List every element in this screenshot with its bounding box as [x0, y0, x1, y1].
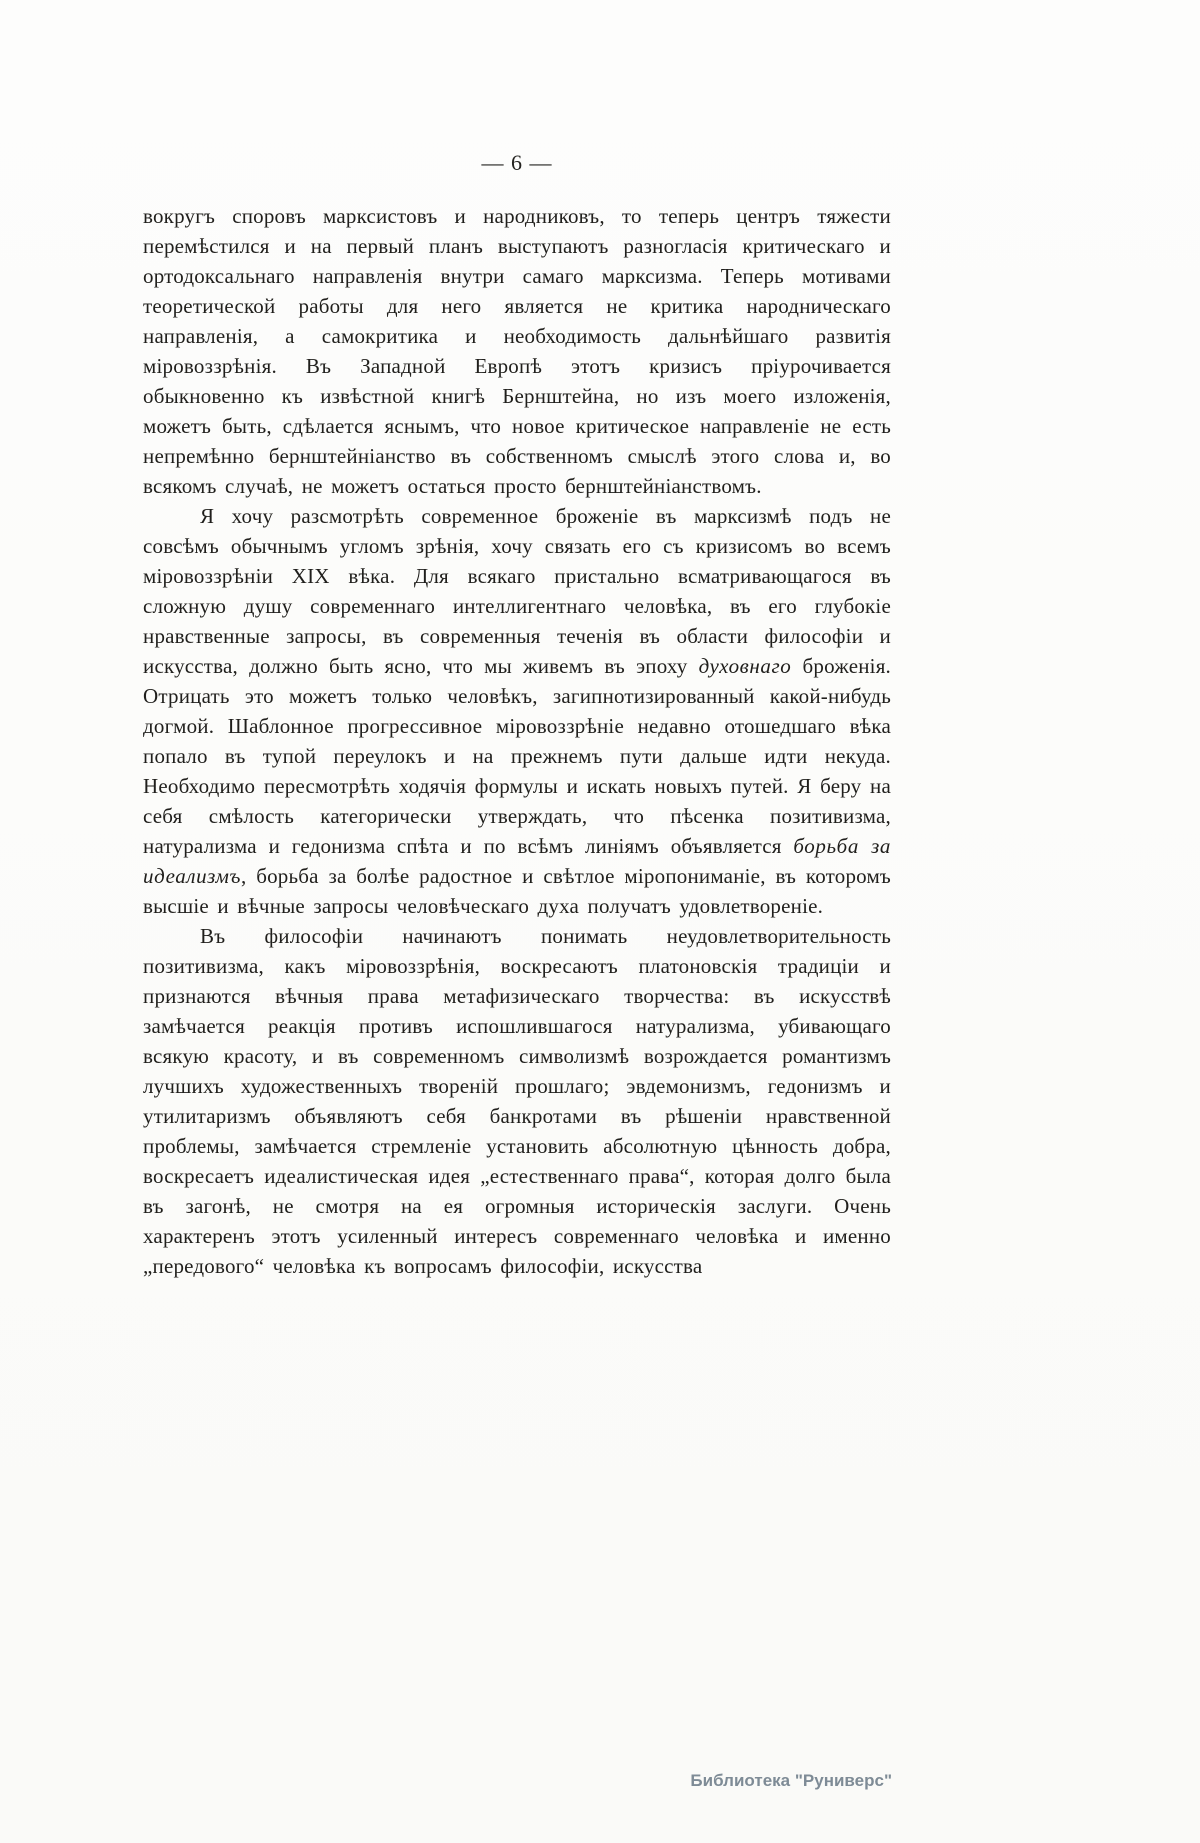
- body-text: броженія. Отрицать это можетъ только человѣкъ, загипнотизированный какой-нибудь догмой. Шаблонное прогрессивное міровоззрѣніе недавно отошедшаго вѣка попало въ тупой переулокъ и на прежнемъ пути дальше идти некуда. Необходимо пересмотрѣть ходячія формулы и искать новыхъ путей. Я беру на себя смѣлость категорически утверждать, что пѣсенка позитивизма, натурализма и гедонизма спѣта и по всѣмъ линіямъ объявляется: [143, 654, 892, 858]
- library-watermark: Библиотека "Руниверс": [690, 1771, 892, 1790]
- page-number: — 6 —: [481, 150, 553, 175]
- body-text: Я хочу разсмотрѣть современное броженіе въ марксизмѣ подъ не совсѣмъ обычнымъ угломъ зрѣнія, хочу связать его съ кризисомъ во всемъ міровоззрѣніи XIX вѣка. Для всякаго пристально всматривающагося въ сложную душу современнаго интеллигентнаго человѣка, въ его глубокіе нравственные запросы, въ современныя теченія въ области философіи и искусства, должно быть ясно, что мы живемъ въ эпоху: [143, 504, 891, 678]
- paragraph: [143, 201, 891, 501]
- emphasized-text: духовнаго: [698, 654, 792, 678]
- body-text: , борьба за болѣе радостное и свѣтлое міропониманіе, въ которомъ высшіе и вѣчные запросы человѣческаго духа получатъ удовлетвореніе.: [143, 864, 891, 918]
- paragraph: [143, 501, 891, 921]
- body-text: Въ философіи начинаютъ понимать неудовлетворительность позитивизма, какъ міровоззрѣнія, воскресаютъ платоновскія традиціи и признаются вѣчныя права метафизическаго творчества: въ искусствѣ замѣчается реакція противъ испошлившагося натурализма, убивающаго всякую красоту, и въ современномъ символизмѣ возрождается романтизмъ лучшихъ художественныхъ твореній прошлаго; эвдемонизмъ, гедонизмъ и утилитаризмъ объявляютъ себя банкротами въ рѣшеніи нравственной проблемы, замѣчается стремленіе установить абсолютную цѣнность добра, воскресаетъ идеалистическая идея „естественнаго права“, которая долго была въ загонѣ, не смотря на ея огромныя историческія заслуги. Очень характеренъ этотъ усиленный интересъ современнаго человѣка и именно „передового“ человѣка къ вопросамъ философіи, искусства: [143, 924, 891, 1278]
- page-text: [143, 201, 891, 1281]
- emphasized-text: борьба за идеализмъ: [143, 834, 891, 888]
- paragraph: [143, 921, 891, 1281]
- body-text: вокругъ споровъ марксистовъ и народниковъ, то теперь центръ тяжести перемѣстился и на первый планъ выступаютъ разногласія критическаго и ортодоксальнаго направленія внутри самаго марксизма. Теперь мотивами теоретической работы для него является не критика народническаго направленія, а самокритика и необходимость дальнѣйшаго развитія міровоззрѣнія. Въ Западной Европѣ этотъ кризисъ пріурочивается обыкновенно къ извѣстной книгѣ Бернштейна, но изъ моего изложенія, можетъ быть, сдѣлается яснымъ, что новое критическое направленіе не есть непремѣнно бернштейніанство въ собственномъ смыслѣ этого слова и, во всякомъ случаѣ, не можетъ остаться просто бернштейніанствомъ.: [143, 204, 891, 498]
